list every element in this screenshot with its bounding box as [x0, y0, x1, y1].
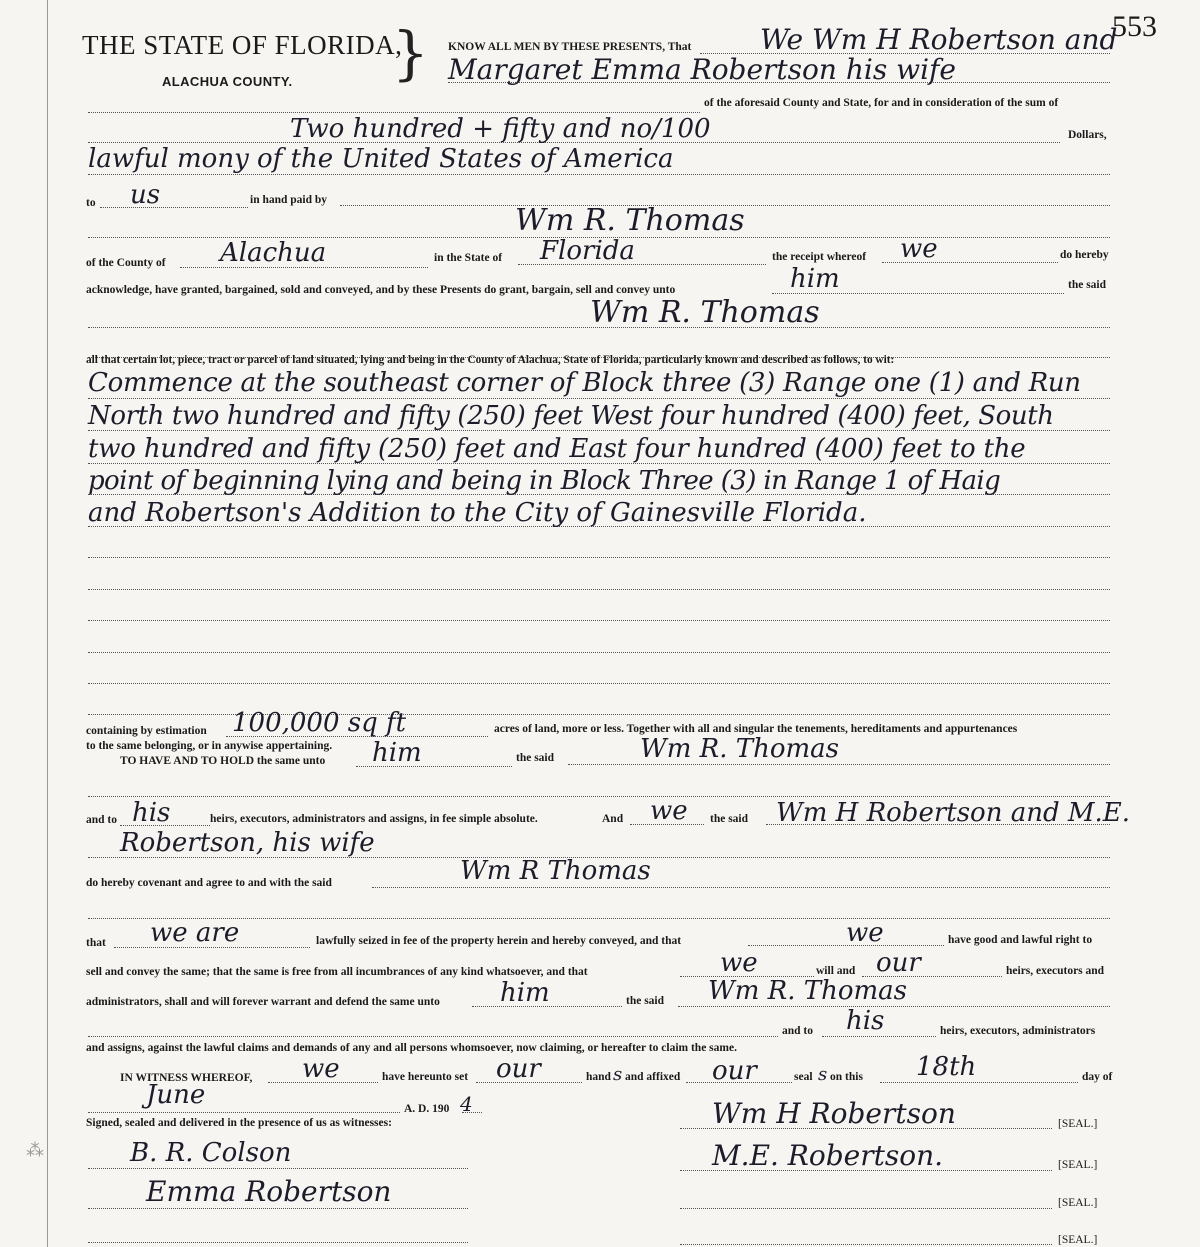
right-text: have good and lawful right to — [948, 934, 1093, 946]
day-rule — [880, 1082, 1078, 1083]
acres-text: acres of land, more or less. Together with all and singular the tenements, hereditaments and appurtenances — [494, 723, 1018, 735]
heirs-exec-text: heirs, executors and — [1006, 965, 1105, 977]
witness-rule-1 — [88, 1168, 468, 1169]
grantors-line-1: We Wm H Robertson and — [760, 23, 1118, 56]
the-said-2: the said — [516, 752, 555, 764]
hand-label: hand — [586, 1071, 611, 1083]
day-of-text: day of — [1082, 1071, 1113, 1083]
land-text: all that certain lot, piece, tract or parcel of land situated, lying and being in the County of Alachua, State of Florida, particularly known and described as follows, to wit: — [86, 354, 895, 366]
to-value: us — [130, 180, 161, 210]
signature-rule-3 — [680, 1208, 1052, 1209]
paper-speck: ⁂ — [26, 1140, 44, 1161]
receipt-value: we — [900, 234, 938, 264]
month: June — [146, 1080, 206, 1110]
signature-2: M.E. Robertson. — [712, 1139, 944, 1172]
to-label: to — [86, 197, 96, 209]
seal-1: [SEAL.] — [1058, 1118, 1098, 1130]
whereof-value: we — [302, 1054, 340, 1084]
desc-rule-6 — [88, 557, 1110, 558]
blank-rule-b — [88, 796, 1110, 797]
amount: Two hundred + fifty and no/100 — [290, 114, 711, 144]
seal-3: [SEAL.] — [1058, 1197, 1098, 1209]
his-value: his — [846, 1006, 885, 1036]
signature-rule-4 — [680, 1244, 1052, 1245]
the-said-4: the said — [626, 995, 665, 1007]
do-hereby: do hereby — [1060, 249, 1109, 261]
state-value: Florida — [540, 236, 635, 266]
ad-label: A. D. 190 — [404, 1103, 450, 1115]
the-said-3: the said — [710, 813, 749, 825]
description-line-4: point of beginning lying and being in Block Three (3) in Range 1 of Haig — [88, 466, 1001, 496]
on-this-text: on this — [830, 1071, 863, 1083]
witness-whereof: IN WITNESS WHEREOF, — [120, 1072, 253, 1084]
unto-value-2: him — [500, 978, 550, 1008]
covenant-party: Wm R Thomas — [460, 856, 651, 886]
party: Wm R. Thomas — [708, 976, 907, 1006]
know-all-text: KNOW ALL MEN BY THESE PRESENTS, That — [448, 41, 692, 53]
grantors-2-line-2: Robertson, his wife — [120, 828, 375, 858]
desc-rule-1 — [88, 398, 1110, 399]
that-value: we are — [150, 918, 240, 948]
seal-4: [SEAL.] — [1058, 1234, 1098, 1246]
witness-2: Emma Robertson — [146, 1175, 392, 1208]
state-label: in the State of — [434, 252, 503, 264]
year-digit: 4 — [460, 1092, 473, 1116]
county-state-text: of the aforesaid County and State, for and in consideration of the sum of — [704, 97, 1059, 109]
set-value: our — [496, 1054, 541, 1084]
currency-rule — [88, 174, 1110, 175]
belonging-text: to the same belonging, or in anywise appertaining. — [86, 740, 333, 752]
affixed-value: our — [712, 1056, 757, 1086]
covenant-text: do hereby covenant and agree to and with the said — [86, 877, 332, 889]
blank-rule-c — [88, 918, 1110, 919]
page-number: 553 — [1112, 10, 1157, 43]
title-brace: } — [392, 19, 429, 87]
that-label: that — [86, 937, 106, 949]
and-value: we — [650, 796, 688, 826]
hereunto-text: have hereunto set — [382, 1071, 469, 1083]
will-and: will and — [816, 965, 856, 977]
desc-rule-9 — [88, 652, 1110, 653]
blank-rule-county — [88, 112, 700, 113]
grantors-line-2: Margaret Emma Robertson his wife — [448, 53, 956, 86]
state-title: THE STATE OF FLORIDA, — [82, 30, 403, 60]
county-label: of the County of — [86, 257, 166, 269]
sell-text: sell and convey the same; that the same is free from all incumbrances of any kind whatsoever, and that — [86, 966, 588, 978]
blank-rule-d — [88, 1036, 778, 1037]
to-rule — [100, 207, 248, 208]
dollars-label: Dollars, — [1068, 129, 1107, 141]
description-line-5: and Robertson's Addition to the City of Gainesville Florida. — [88, 498, 867, 528]
month-rule — [88, 1112, 400, 1113]
and-to-label: and to — [86, 814, 117, 826]
heirs-value: his — [132, 798, 171, 828]
ack-text: acknowledge, have granted, bargained, sold and conveyed, and by these Presents do grant, bargain, sell and convey unto — [86, 284, 676, 296]
unto-value: him — [790, 264, 840, 294]
admin-text: administrators, shall and will forever warrant and defend the same unto — [86, 996, 440, 1008]
seal-2: [SEAL.] — [1058, 1159, 1098, 1171]
witness-1: B. R. Colson — [130, 1138, 292, 1168]
desc-rule-8 — [88, 620, 1110, 621]
description-line-2: North two hundred and fifty (250) feet West four hundred (400) feet, South — [88, 401, 1054, 431]
paid-by-label: in hand paid by — [250, 194, 328, 206]
have-hold-text: TO HAVE AND TO HOLD the same unto — [120, 755, 326, 767]
grantee-rule-2 — [568, 764, 1110, 765]
desc-rule-7 — [88, 589, 1110, 590]
covenant-rule — [372, 887, 1110, 888]
his-rule — [822, 1036, 936, 1037]
seized-text: lawfully seized in fee of the property herein and hereby conveyed, and that — [316, 935, 682, 947]
heirs-text-2: heirs, executors, administrators — [940, 1025, 1096, 1037]
seal-label: seal — [794, 1071, 813, 1083]
grantee-2: Wm R. Thomas — [640, 734, 839, 764]
witness-rule-3 — [88, 1242, 468, 1243]
payer: Wm R. Thomas — [515, 203, 745, 238]
currency: lawful mony of the United States of America — [88, 144, 674, 174]
the-said-1: the said — [1068, 279, 1107, 291]
description-line-3: two hundred and fifty (250) feet and East four hundred (400) feet to the — [88, 434, 1026, 464]
right-value: we — [846, 918, 884, 948]
day-value: 18th — [916, 1052, 977, 1082]
signature-1: Wm H Robertson — [712, 1097, 956, 1130]
seal-suffix: s — [818, 1064, 828, 1085]
containing-label: containing by estimation — [86, 725, 207, 737]
hand-suffix: s — [613, 1064, 623, 1085]
and-label: And — [602, 813, 624, 825]
will-value: we — [720, 948, 758, 978]
party-rule — [678, 1006, 1110, 1007]
desc-rule-10 — [88, 683, 1110, 684]
signed-text: Signed, sealed and delivered in the presence of us as witnesses: — [86, 1117, 392, 1129]
grantee: Wm R. Thomas — [590, 295, 820, 330]
affixed-text: and affixed — [625, 1071, 681, 1083]
our-value: our — [876, 948, 921, 978]
and-to-2: and to — [782, 1025, 813, 1037]
ad-rule — [462, 1112, 482, 1113]
grantors-2-line-1: Wm H Robertson and M.E. — [776, 798, 1131, 828]
county-title: ALACHUA COUNTY. — [162, 74, 293, 89]
page-edge — [47, 0, 48, 1247]
assigns-text: and assigns, against the lawful claims and demands of any and all persons whomsoever, now claiming, or hereafter to claim the same. — [86, 1042, 737, 1054]
have-hold-value: him — [372, 738, 422, 768]
heirs-text: heirs, executors, administrators and assigns, in fee simple absolute. — [210, 813, 538, 825]
description-line-1: Commence at the southeast corner of Block three (3) Range one (1) and Run — [88, 368, 1081, 398]
area: 100,000 sq ft — [232, 708, 407, 738]
receipt-label: the receipt whereof — [772, 251, 867, 263]
witness-rule-2 — [88, 1208, 468, 1209]
county-value: Alachua — [220, 238, 327, 268]
